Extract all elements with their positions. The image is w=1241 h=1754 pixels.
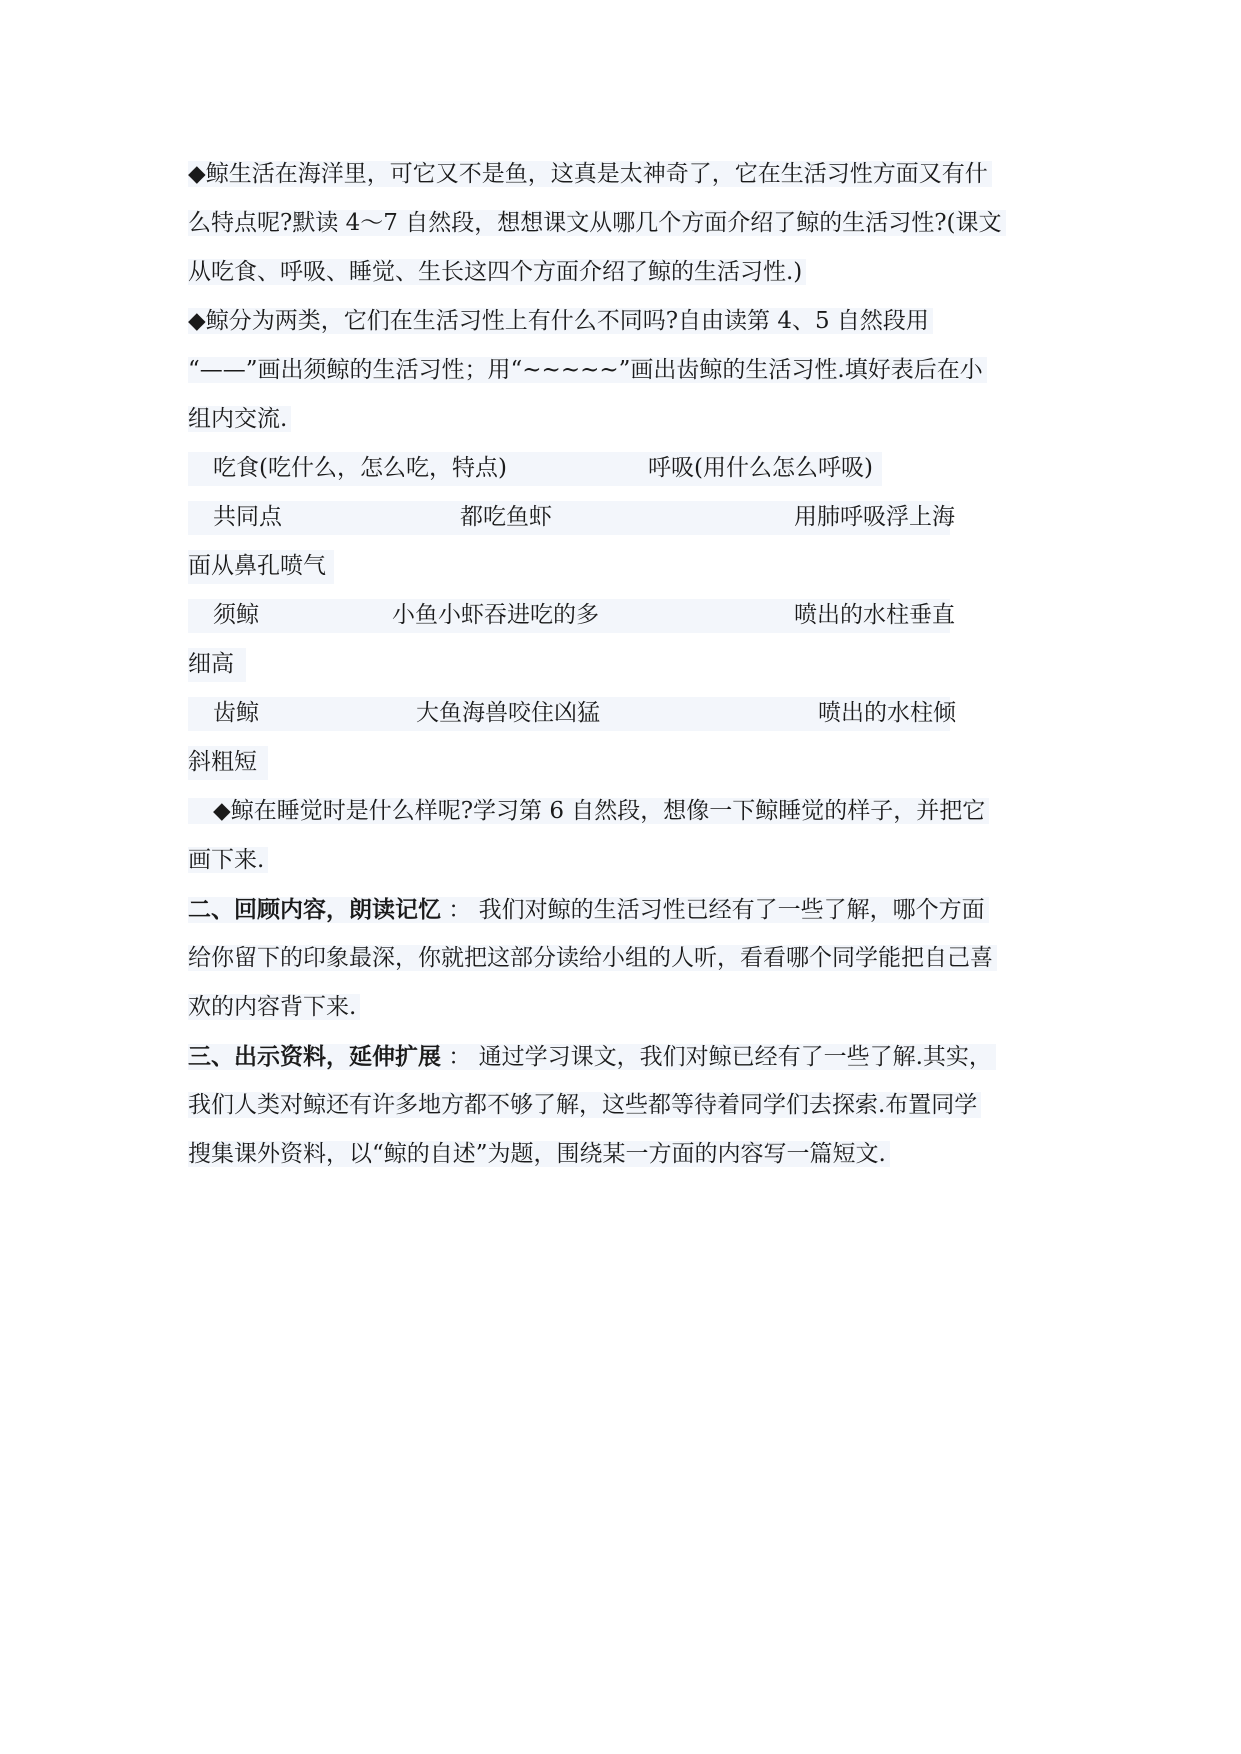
text-line: 么特点呢?默读 4～7 自然段，想想课文从哪几个方面介绍了鲸的生活习性?(课文 bbox=[188, 210, 1006, 236]
header-eat: 吃食(吃什么，怎么吃，特点) bbox=[213, 455, 507, 481]
heading-separator: ： bbox=[441, 1044, 472, 1070]
table-row-continued bbox=[188, 738, 1068, 787]
section-extend bbox=[188, 1032, 1068, 1179]
text-line: 欢的内容背下来. bbox=[188, 994, 360, 1020]
text-line: 组内交流. bbox=[188, 406, 291, 432]
habits-table bbox=[188, 444, 1068, 787]
table-row-continued bbox=[188, 640, 1068, 689]
row-breathe: 喷出的水柱垂直 bbox=[794, 602, 955, 628]
table-row-continued bbox=[188, 542, 1068, 591]
section-heading: 三、出示资料，延伸扩展 bbox=[188, 1043, 441, 1070]
row-breathe-cont: 斜粗短 bbox=[188, 749, 257, 775]
paragraph-two-kinds bbox=[188, 297, 1068, 444]
row-breathe: 用肺呼吸浮上海 bbox=[794, 504, 955, 530]
row-eat: 小鱼小虾吞进吃的多 bbox=[392, 602, 599, 628]
header-breathe: 呼吸(用什么怎么呼吸) bbox=[648, 455, 873, 481]
heading-separator: ： bbox=[441, 897, 472, 923]
row-eat: 都吃鱼虾 bbox=[460, 504, 552, 530]
table-row bbox=[188, 493, 1068, 542]
table-row bbox=[188, 689, 1068, 738]
row-label: 齿鲸 bbox=[213, 700, 259, 726]
text-line: 我们对鲸的生活习性已经有了一些了解，哪个方面 bbox=[478, 897, 985, 923]
row-breathe: 喷出的水柱倾 bbox=[818, 700, 956, 726]
row-breathe-cont: 细高 bbox=[188, 651, 234, 677]
row-label: 共同点 bbox=[213, 504, 282, 530]
paragraph-sleep bbox=[188, 787, 1068, 885]
text-line: ◆鲸在睡觉时是什么样呢?学习第 6 自然段，想像一下鲸睡觉的样子，并把它 bbox=[188, 798, 989, 824]
table-row bbox=[188, 591, 1068, 640]
text-line: ◆鲸分为两类，它们在生活习性上有什么不同吗?自由读第 4、5 自然段用 bbox=[188, 308, 933, 334]
text-line: 从吃食、呼吸、睡觉、生长这四个方面介绍了鲸的生活习性.) bbox=[188, 259, 806, 285]
text-line: 通过学习课文，我们对鲸已经有了一些了解.其实， bbox=[478, 1044, 992, 1070]
section-review bbox=[188, 885, 1068, 1032]
text-line: 画下来. bbox=[188, 847, 268, 873]
row-breathe-cont: 面从鼻孔喷气 bbox=[188, 553, 326, 579]
row-eat: 大鱼海兽咬住凶猛 bbox=[416, 700, 600, 726]
text-line: “——”画出须鲸的生活习性；用“~~~~~”画出齿鲸的生活习性.填好表后在小 bbox=[188, 357, 987, 383]
table-header bbox=[188, 444, 1068, 493]
section-heading: 二、回顾内容，朗读记忆 bbox=[188, 896, 441, 923]
document-page bbox=[188, 150, 1068, 1179]
text-line: 搜集课外资料，以“鲸的自述”为题，围绕某一方面的内容写一篇短文. bbox=[188, 1141, 890, 1167]
text-line: 我们人类对鲸还有许多地方都不够了解，这些都等待着同学们去探索.布置同学 bbox=[188, 1092, 981, 1118]
row-label: 须鲸 bbox=[213, 602, 259, 628]
text-line: ◆鲸生活在海洋里，可它又不是鱼，这真是太神奇了，它在生活习性方面又有什 bbox=[188, 161, 992, 187]
text-line: 给你留下的印象最深，你就把这部分读给小组的人听，看看哪个同学能把自己喜 bbox=[188, 945, 997, 971]
paragraph-habits-intro bbox=[188, 150, 1068, 297]
